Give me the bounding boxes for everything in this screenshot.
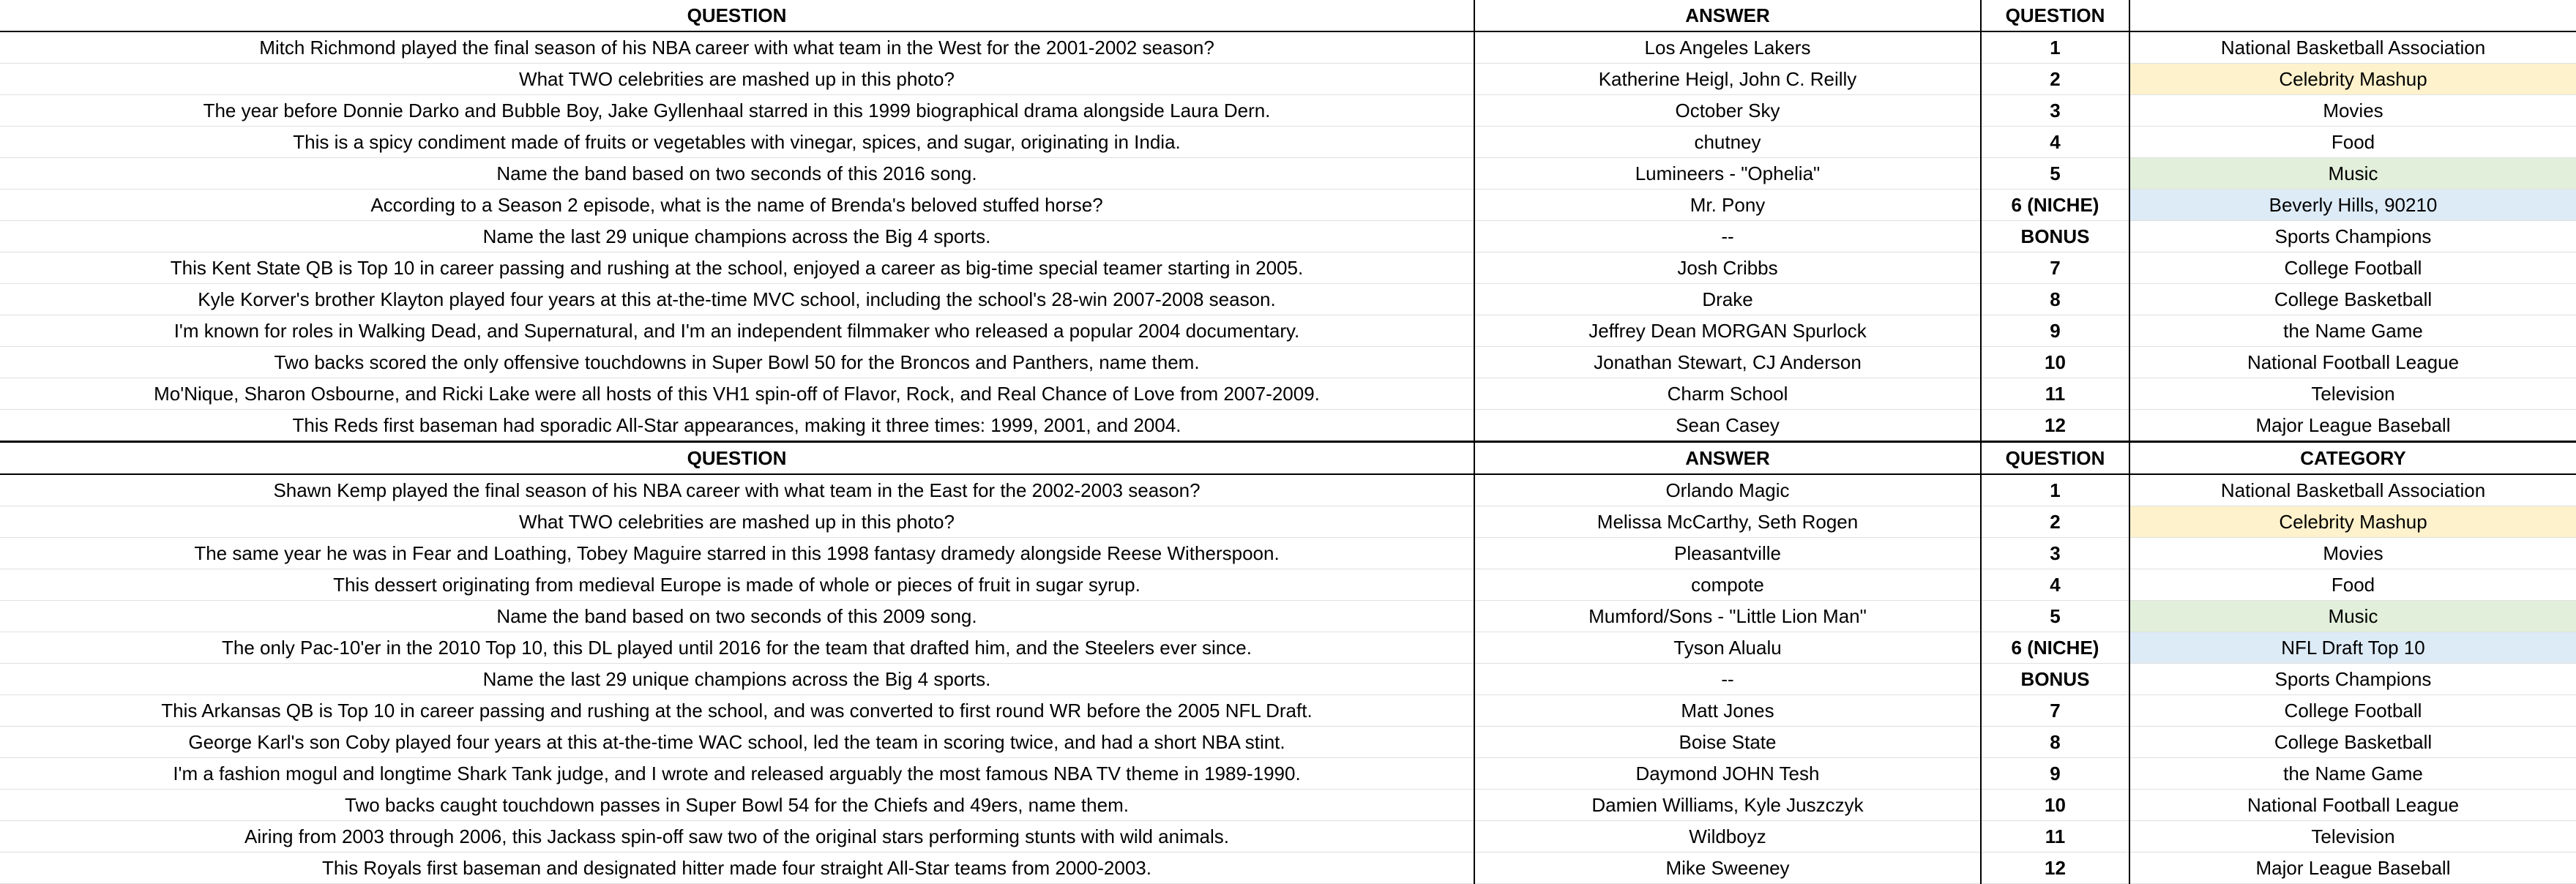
question-number-cell[interactable]: 5: [1981, 158, 2129, 190]
question-cell[interactable]: Airing from 2003 through 2006, this Jackass spin-off saw two of the original stars performing stunts with wild animals.: [0, 821, 1474, 853]
question-cell[interactable]: The same year he was in Fear and Loathing, Tobey Maguire starred in this 1998 fantasy dramedy alongside Reese Witherspoon.: [0, 538, 1474, 569]
category-cell[interactable]: Major League Baseball: [2129, 853, 2576, 884]
question-cell[interactable]: The only Pac-10'er in the 2010 Top 10, this DL played until 2016 for the team that drafted him, and the Steelers ever since.: [0, 632, 1474, 664]
answer-cell[interactable]: Drake: [1474, 284, 1981, 315]
table-row: [0, 695, 2576, 727]
table-row: [0, 506, 2576, 538]
table-row: [0, 64, 2576, 95]
answer-cell[interactable]: --: [1474, 664, 1981, 695]
header-answer[interactable]: ANSWER: [1474, 0, 1981, 31]
category-cell[interactable]: Food: [2129, 127, 2576, 158]
answer-cell[interactable]: Josh Cribbs: [1474, 252, 1981, 284]
category-cell[interactable]: Food: [2129, 569, 2576, 601]
question-number-cell[interactable]: 6 (NICHE): [1981, 632, 2129, 664]
question-number-cell[interactable]: BONUS: [1981, 221, 2129, 252]
answer-cell[interactable]: Lumineers - "Ophelia": [1474, 158, 1981, 190]
table-row: [0, 758, 2576, 790]
question-cell[interactable]: Two backs scored the only offensive touchdowns in Super Bowl 50 for the Broncos and Panthers, name them.: [0, 347, 1474, 378]
answer-cell[interactable]: Los Angeles Lakers: [1474, 31, 1981, 64]
category-cell[interactable]: Television: [2129, 378, 2576, 410]
question-cell[interactable]: Kyle Korver's brother Klayton played four years at this at-the-time MVC school, including the school's 28-win 2007-2008 season.: [0, 284, 1474, 315]
question-cell[interactable]: I'm a fashion mogul and longtime Shark Tank judge, and I wrote and released arguably the most famous NBA TV theme in 1989-1990.: [0, 758, 1474, 790]
question-number-cell[interactable]: 1: [1981, 31, 2129, 64]
question-number-cell[interactable]: 10: [1981, 790, 2129, 821]
answer-cell[interactable]: Melissa McCarthy, Seth Rogen: [1474, 506, 1981, 538]
question-number-cell[interactable]: 11: [1981, 378, 2129, 410]
question-cell[interactable]: What TWO celebrities are mashed up in this photo?: [0, 64, 1474, 95]
question-cell[interactable]: I'm known for roles in Walking Dead, and Supernatural, and I'm an independent filmmaker who released a popular 2004 documentary.: [0, 315, 1474, 347]
answer-cell[interactable]: Matt Jones: [1474, 695, 1981, 727]
question-cell[interactable]: Name the band based on two seconds of this 2016 song.: [0, 158, 1474, 190]
category-cell[interactable]: College Football: [2129, 252, 2576, 284]
question-number-cell[interactable]: 3: [1981, 538, 2129, 569]
question-cell[interactable]: The year before Donnie Darko and Bubble Boy, Jake Gyllenhaal starred in this 1999 biographical drama alongside Laura Dern.: [0, 95, 1474, 127]
table-row: [0, 569, 2576, 601]
table-row: [0, 190, 2576, 221]
question-number-cell[interactable]: 9: [1981, 315, 2129, 347]
header-question-number[interactable]: QUESTION: [1981, 0, 2129, 31]
question-cell[interactable]: This Royals first baseman and designated hitter made four straight All-Star teams from 2000-2003.: [0, 853, 1474, 884]
category-cell[interactable]: Movies: [2129, 538, 2576, 569]
question-cell[interactable]: Name the last 29 unique champions across the Big 4 sports.: [0, 221, 1474, 252]
table-row: [0, 95, 2576, 127]
category-cell[interactable]: Major League Baseball: [2129, 410, 2576, 442]
question-number-cell[interactable]: 7: [1981, 695, 2129, 727]
answer-cell[interactable]: Damien Williams, Kyle Juszczyk: [1474, 790, 1981, 821]
answer-cell[interactable]: October Sky: [1474, 95, 1981, 127]
question-number-cell[interactable]: 7: [1981, 252, 2129, 284]
table-row: [0, 315, 2576, 347]
question-number-cell[interactable]: 12: [1981, 853, 2129, 884]
category-cell[interactable]: the Name Game: [2129, 758, 2576, 790]
category-cell[interactable]: NFL Draft Top 10: [2129, 632, 2576, 664]
question-number-cell[interactable]: 2: [1981, 64, 2129, 95]
question-number-cell[interactable]: BONUS: [1981, 664, 2129, 695]
question-cell[interactable]: Two backs caught touchdown passes in Super Bowl 54 for the Chiefs and 49ers, name them.: [0, 790, 1474, 821]
answer-cell[interactable]: chutney: [1474, 127, 1981, 158]
table-row: [0, 127, 2576, 158]
answer-cell[interactable]: Mike Sweeney: [1474, 853, 1981, 884]
answer-cell[interactable]: Sean Casey: [1474, 410, 1981, 442]
question-cell[interactable]: Name the last 29 unique champions across the Big 4 sports.: [0, 664, 1474, 695]
question-number-cell[interactable]: 9: [1981, 758, 2129, 790]
question-number-cell[interactable]: 12: [1981, 410, 2129, 442]
table-row: [0, 821, 2576, 853]
category-cell[interactable]: Celebrity Mashup: [2129, 64, 2576, 95]
answer-cell[interactable]: Pleasantville: [1474, 538, 1981, 569]
header-question[interactable]: QUESTION: [0, 442, 1474, 475]
answer-cell[interactable]: Charm School: [1474, 378, 1981, 410]
question-cell[interactable]: This Reds first baseman had sporadic All-Star appearances, making it three times: 1999, 2001, and 2004.: [0, 410, 1474, 442]
answer-cell[interactable]: Boise State: [1474, 727, 1981, 758]
question-cell[interactable]: Name the band based on two seconds of this 2009 song.: [0, 601, 1474, 632]
question-number-cell[interactable]: 2: [1981, 506, 2129, 538]
question-number-cell[interactable]: 5: [1981, 601, 2129, 632]
table-row: [0, 727, 2576, 758]
category-cell[interactable]: Music: [2129, 158, 2576, 190]
question-number-cell[interactable]: 3: [1981, 95, 2129, 127]
question-number-cell[interactable]: 4: [1981, 569, 2129, 601]
table-row: [0, 284, 2576, 315]
answer-cell[interactable]: Wildboyz: [1474, 821, 1981, 853]
table-row: [0, 347, 2576, 378]
category-cell[interactable]: National Basketball Association: [2129, 31, 2576, 64]
category-cell[interactable]: Sports Champions: [2129, 664, 2576, 695]
answer-cell[interactable]: --: [1474, 221, 1981, 252]
category-cell[interactable]: National Football League: [2129, 790, 2576, 821]
table-row: [0, 474, 2576, 506]
question-cell[interactable]: What TWO celebrities are mashed up in this photo?: [0, 506, 1474, 538]
question-cell[interactable]: Mo'Nique, Sharon Osbourne, and Ricki Lake were all hosts of this VH1 spin-off of Flavor, Rock, and Real Chance of Love from 2007-2009.: [0, 378, 1474, 410]
question-cell[interactable]: This is a spicy condiment made of fruits or vegetables with vinegar, spices, and sugar, originating in India.: [0, 127, 1474, 158]
answer-cell[interactable]: Mr. Pony: [1474, 190, 1981, 221]
answer-cell[interactable]: Katherine Heigl, John C. Reilly: [1474, 64, 1981, 95]
category-cell[interactable]: College Football: [2129, 695, 2576, 727]
table-row: [0, 664, 2576, 695]
table-row: [0, 31, 2576, 64]
answer-cell[interactable]: Daymond JOHN Tesh: [1474, 758, 1981, 790]
header-question-number[interactable]: QUESTION: [1981, 442, 2129, 475]
table-row: [0, 158, 2576, 190]
category-cell[interactable]: National Football League: [2129, 347, 2576, 378]
category-cell[interactable]: Movies: [2129, 95, 2576, 127]
category-cell[interactable]: National Basketball Association: [2129, 474, 2576, 506]
answer-cell[interactable]: Mumford/Sons - "Little Lion Man": [1474, 601, 1981, 632]
question-number-cell[interactable]: 6 (NICHE): [1981, 190, 2129, 221]
answer-cell[interactable]: compote: [1474, 569, 1981, 601]
category-cell[interactable]: Beverly Hills, 90210: [2129, 190, 2576, 221]
category-cell[interactable]: College Basketball: [2129, 284, 2576, 315]
header-row: [0, 0, 2576, 31]
question-number-cell[interactable]: 4: [1981, 127, 2129, 158]
category-cell[interactable]: Music: [2129, 601, 2576, 632]
table-row: [0, 632, 2576, 664]
category-cell[interactable]: Sports Champions: [2129, 221, 2576, 252]
answer-cell[interactable]: Orlando Magic: [1474, 474, 1981, 506]
question-cell[interactable]: According to a Season 2 episode, what is the name of Brenda's beloved stuffed horse?: [0, 190, 1474, 221]
question-number-cell[interactable]: 11: [1981, 821, 2129, 853]
category-cell[interactable]: the Name Game: [2129, 315, 2576, 347]
table-row: [0, 601, 2576, 632]
answer-cell[interactable]: Tyson Alualu: [1474, 632, 1981, 664]
table-row: [0, 378, 2576, 410]
answer-cell[interactable]: Jeffrey Dean MORGAN Spurlock: [1474, 315, 1981, 347]
category-cell[interactable]: Celebrity Mashup: [2129, 506, 2576, 538]
answer-cell[interactable]: Jonathan Stewart, CJ Anderson: [1474, 347, 1981, 378]
question-cell[interactable]: Mitch Richmond played the final season of his NBA career with what team in the West for the 2001-2002 season?: [0, 31, 1474, 64]
question-cell[interactable]: This Kent State QB is Top 10 in career passing and rushing at the school, enjoyed a career as big-time special teamer starting in 2005.: [0, 252, 1474, 284]
question-number-cell[interactable]: 8: [1981, 284, 2129, 315]
table-row: [0, 221, 2576, 252]
header-answer[interactable]: ANSWER: [1474, 442, 1981, 475]
header-row: [0, 442, 2576, 475]
table-row: [0, 252, 2576, 284]
header-category[interactable]: CATEGORY: [2129, 442, 2576, 475]
table-row: [0, 410, 2576, 442]
question-number-cell[interactable]: 1: [1981, 474, 2129, 506]
question-cell[interactable]: This Arkansas QB is Top 10 in career passing and rushing at the school, and was converted to first round WR before the 2005 NFL Draft.: [0, 695, 1474, 727]
table-row: [0, 853, 2576, 884]
category-cell[interactable]: College Basketball: [2129, 727, 2576, 758]
category-cell[interactable]: Television: [2129, 821, 2576, 853]
header-question[interactable]: QUESTION: [0, 0, 1474, 31]
header-category[interactable]: [2129, 0, 2576, 31]
table-row: [0, 790, 2576, 821]
question-cell[interactable]: George Karl's son Coby played four years at this at-the-time WAC school, led the team in scoring twice, and had a short NBA stint.: [0, 727, 1474, 758]
question-number-cell[interactable]: 8: [1981, 727, 2129, 758]
question-cell[interactable]: This dessert originating from medieval Europe is made of whole or pieces of fruit in sugar syrup.: [0, 569, 1474, 601]
table-row: [0, 538, 2576, 569]
question-cell[interactable]: Shawn Kemp played the final season of his NBA career with what team in the East for the 2002-2003 season?: [0, 474, 1474, 506]
question-number-cell[interactable]: 10: [1981, 347, 2129, 378]
